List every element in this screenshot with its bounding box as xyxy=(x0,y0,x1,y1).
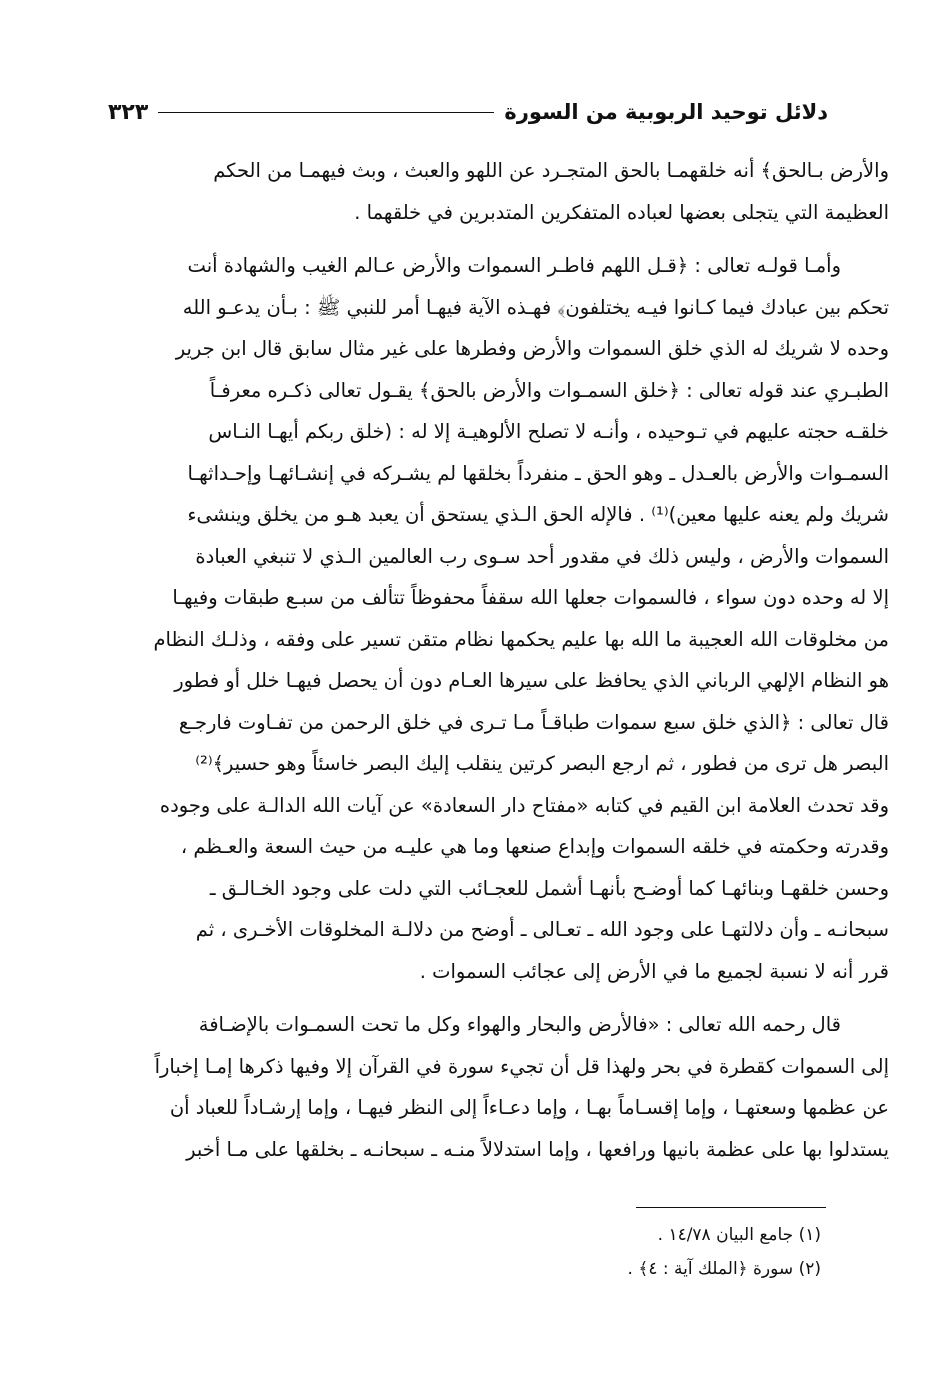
text-line: وحسن خلقهـا وبنائهـا كما أوضـح بأنهـا أشمل للعجـائب التي دلت على وجود الخـالـق ـ xyxy=(209,876,889,900)
footnote-rule xyxy=(636,1207,826,1208)
main-text xyxy=(129,150,889,1170)
header-title: دلائل توحيد الربوبية من السورة xyxy=(504,100,828,124)
running-header xyxy=(108,92,828,132)
text-line: وقد تحدث العلامة ابن القيم في كتابه «مفتاح دار السعادة» عن آيات الله الدالـة على وجوده xyxy=(159,793,889,817)
footnote-2: (٢) سورة ﴿الملك آية : ٤﴾ . xyxy=(627,1259,821,1279)
text-line: السمـوات والأرض بالعـدل ـ وهو الحق ـ منفرداً بخلقها لم يشـركه في إنشـائهـا وإحـداثهـا xyxy=(187,461,889,485)
page-number: ٣٢٣ xyxy=(108,99,149,125)
text-line: قرر أنه لا نسبة لجميع ما في الأرض إلى عجائب السموات . xyxy=(419,959,889,983)
text-line: العظيمة التي يتجلى بعضها لعباده المتفكرين المتدبرين في خلقهما . xyxy=(354,200,889,224)
text-line: تحكم بين عبادك فيما كـانوا فيـه يختلفون﴾ فهـذه الآية فيهـا أمر للنبي ﷺ : بـأن يدعـو الله xyxy=(182,295,889,319)
text-line: شريك ولم يعنه عليها معين)⁽¹⁾ . فالإله الحق الـذي يستحق أن يعبد هـو من يخلق وينشىء xyxy=(187,503,889,526)
footnotes xyxy=(221,1218,821,1286)
paragraph-3 xyxy=(129,1004,889,1170)
text-line: والأرض بـالحق﴾ أنه خلقهمـا بالحق المتجـرد عن اللهو والعبث ، وبث فيهمـا من الحكم xyxy=(213,159,889,182)
text-line: إلا له وحده دون سواء ، فالسموات جعلها الله سقفاً محفوظاً تتألف من سبـع طبقات وفيهـا xyxy=(172,586,889,609)
text-line: السموات والأرض ، وليس ذلك في مقدور أحد سـوى رب العالمين الـذي لا تنبغي العبادة xyxy=(195,544,889,568)
paragraph-2 xyxy=(129,245,889,992)
footnote-1: (١) جامع البيان ١٤/٧٨ . xyxy=(657,1225,821,1245)
header-rule xyxy=(158,112,494,113)
text-line: سبحانـه ـ وأن دلالتهـا على وجود الله ـ تعـالى ـ أوضح من دلالـة المخلوقات الأخـرى ، ثم xyxy=(195,918,889,941)
text-line: خلقـه حجته عليهم في تـوحيده ، وأنـه لا تصلح الألوهيـة إلا له : (خلق ربكم أيهـا النـاس xyxy=(208,420,889,443)
text-line: إلى السموات كقطرة في بحر ولهذا قل أن تجيء سورة في القرآن إلا وفيها ذكرها إمـا إخباراً xyxy=(154,1054,889,1078)
text-line: البصر هل ترى من فطور ، ثم ارجع البصر كرتين ينقلب إليك البصر خاسئاً وهو حسير﴾⁽²⁾ xyxy=(195,752,889,775)
text-line: وحده لا شريك له الذي خلق السموات والأرض وفطرها على غير مثال سابق قال ابن جرير xyxy=(175,337,889,360)
text-line: عن عظمها وسعتهـا ، وإما إقسـاماً بهـا ، وإما دعـاءاً إلى النظر فيهـا ، وإما إرشـاداً للعباد أن xyxy=(169,1096,889,1119)
text-line: هو النظام الإلهي الرباني الذي يحافظ على سيرها العـام دون أن يحصل فيهـا خلل أو فطور xyxy=(174,669,889,692)
paragraph-1 xyxy=(129,150,889,233)
text-line: من مخلوقات الله العجيبة ما الله بها عليم يحكمها نظام متقن تسير على وفقه ، وذلـك النظام xyxy=(153,627,889,651)
text-line: وأمـا قولـه تعالى : ﴿قـل اللهم فاطـر السموات والأرض عـالم الغيب والشهادة أنت xyxy=(187,254,841,277)
text-line: الطبـري عند قوله تعالى : ﴿خلق السمـوات والأرض بالحق﴾ يقـول تعالى ذكـره معرفـاً xyxy=(209,378,889,402)
text-line: قال تعالى : ﴿الذي خلق سبع سموات طباقـاً مـا تـرى في خلق الرحمن من تفـاوت فارجـع xyxy=(178,710,889,734)
text-line: قال رحمه الله تعالى : «فالأرض والبحار والهواء وكل ما تحت السمـوات بالإضـافة xyxy=(198,1013,841,1036)
text-line: وقدرته وحكمته في خلقه السموات وإبداع صنعها وما هي عليـه من حيث السعة والعـظم ، xyxy=(180,835,889,858)
text-line: يستدلوا بها على عظمة بانيها ورافعها ، وإما استدلالاً منـه ـ سبحانـه ـ بخلقها على مـا أخبر xyxy=(186,1137,889,1161)
